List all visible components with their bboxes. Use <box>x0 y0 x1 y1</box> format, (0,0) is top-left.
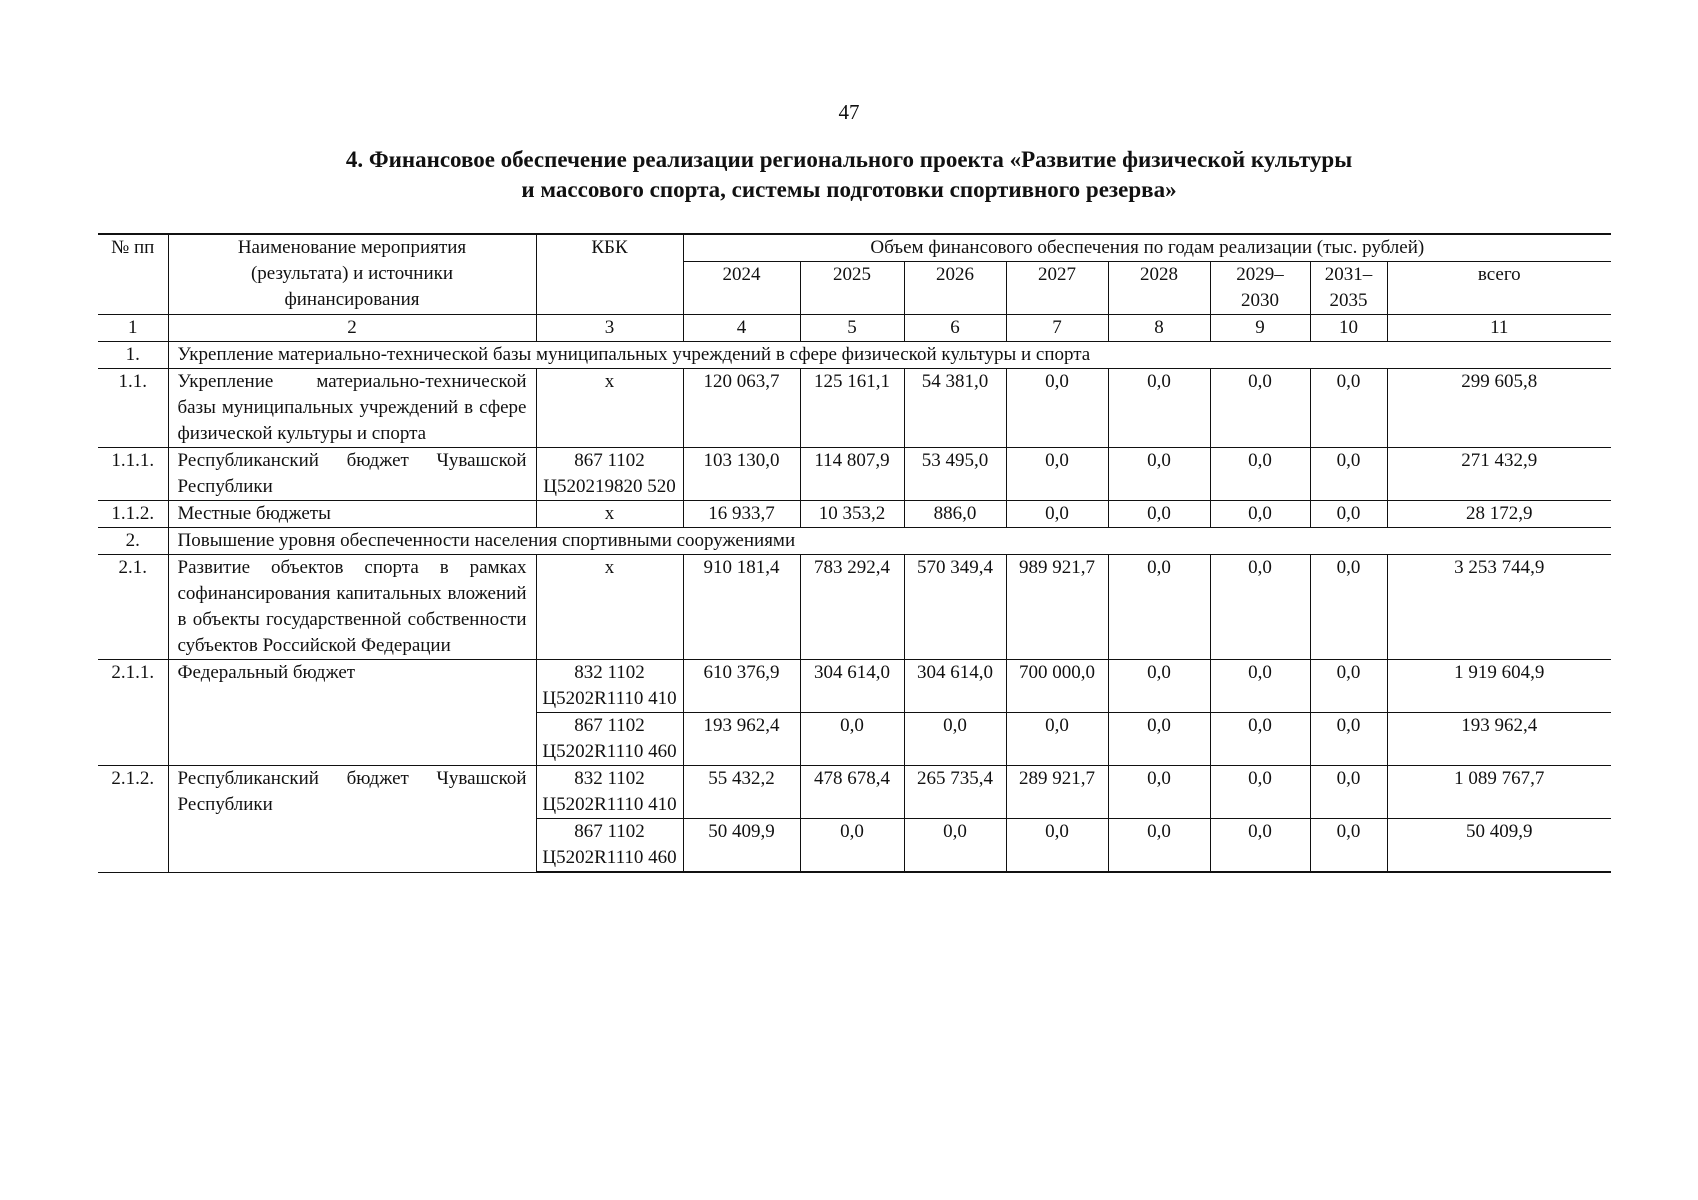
row-value: 1 089 767,7 <box>1387 766 1611 819</box>
row-num: 1.1.1. <box>98 448 168 501</box>
row-value: 1 919 604,9 <box>1387 660 1611 713</box>
column-number: 10 <box>1310 315 1387 342</box>
row-value: 120 063,7 <box>683 369 800 448</box>
header-volume: Объем финансового обеспечения по годам реализации (тыс. рублей) <box>683 234 1611 262</box>
title-line-2: и массового спорта, системы подготовки спортивного резерва» <box>521 177 1177 202</box>
column-number: 3 <box>536 315 683 342</box>
row-value: 478 678,4 <box>800 766 904 819</box>
table-row <box>98 660 1611 713</box>
row-value: 0,0 <box>1006 448 1108 501</box>
row-value: 0,0 <box>1310 766 1387 819</box>
column-number: 7 <box>1006 315 1108 342</box>
column-number: 11 <box>1387 315 1611 342</box>
table-row <box>98 555 1611 660</box>
row-value: 10 353,2 <box>800 501 904 528</box>
row-value: 910 181,4 <box>683 555 800 660</box>
row-value: 3 253 744,9 <box>1387 555 1611 660</box>
row-kbk: х <box>536 501 683 528</box>
row-kbk: 867 1102 Ц520219820 520 <box>536 448 683 501</box>
row-value: 0,0 <box>1310 555 1387 660</box>
document-title <box>0 145 1698 205</box>
table-row <box>98 766 1611 819</box>
header-year: 2027 <box>1006 262 1108 315</box>
table-body <box>98 234 1611 872</box>
row-value: 783 292,4 <box>800 555 904 660</box>
row-value: 0,0 <box>1210 819 1310 873</box>
row-name: Местные бюджеты <box>168 501 536 528</box>
row-value: 0,0 <box>1108 555 1210 660</box>
column-number: 9 <box>1210 315 1310 342</box>
row-kbk: 832 1102 Ц5202R1110 410 <box>536 660 683 713</box>
row-value: 304 614,0 <box>800 660 904 713</box>
table-row <box>98 369 1611 448</box>
section-num: 2. <box>98 528 168 555</box>
header-kbk: КБК <box>536 234 683 315</box>
row-value: 50 409,9 <box>1387 819 1611 873</box>
row-value: 0,0 <box>1108 766 1210 819</box>
title-line-1: 4. Финансовое обеспечение реализации регионального проекта «Развитие физической культуры <box>345 147 1353 172</box>
row-value: 299 605,8 <box>1387 369 1611 448</box>
row-kbk: х <box>536 555 683 660</box>
row-value: 53 495,0 <box>904 448 1006 501</box>
row-name: Развитие объектов спорта в рамках софинансирования капитальных вложений в объекты государственной собственности субъектов Российской Федерации <box>168 555 536 660</box>
row-value: 700 000,0 <box>1006 660 1108 713</box>
table-row <box>98 448 1611 501</box>
row-value: 50 409,9 <box>683 819 800 873</box>
row-name: Укрепление материально-технической базы муниципальных учреждений в сфере физической культуры и спорта <box>168 369 536 448</box>
row-kbk: 867 1102 Ц5202R1110 460 <box>536 713 683 766</box>
row-value: 0,0 <box>904 713 1006 766</box>
financing-table <box>98 233 1611 873</box>
header-num: № пп <box>98 234 168 315</box>
row-value: 0,0 <box>800 713 904 766</box>
header-year: 2025 <box>800 262 904 315</box>
row-value: 114 807,9 <box>800 448 904 501</box>
row-num: 1.1. <box>98 369 168 448</box>
row-value: 0,0 <box>1310 819 1387 873</box>
row-value: 0,0 <box>1210 555 1310 660</box>
row-value: 0,0 <box>1108 448 1210 501</box>
header-year: 2024 <box>683 262 800 315</box>
row-value: 0,0 <box>800 819 904 873</box>
row-value: 103 130,0 <box>683 448 800 501</box>
row-value: 271 432,9 <box>1387 448 1611 501</box>
row-value: 28 172,9 <box>1387 501 1611 528</box>
row-num: 2.1. <box>98 555 168 660</box>
row-value: 0,0 <box>1310 369 1387 448</box>
row-value: 0,0 <box>1006 713 1108 766</box>
row-value: 0,0 <box>1108 819 1210 873</box>
row-value: 0,0 <box>1108 713 1210 766</box>
column-number: 1 <box>98 315 168 342</box>
column-number: 5 <box>800 315 904 342</box>
section-num: 1. <box>98 342 168 369</box>
row-value: 289 921,7 <box>1006 766 1108 819</box>
row-name: Федеральный бюджет <box>168 660 536 766</box>
row-value: 0,0 <box>1210 448 1310 501</box>
row-value: 0,0 <box>1108 369 1210 448</box>
row-value: 0,0 <box>1310 660 1387 713</box>
row-value: 0,0 <box>1310 501 1387 528</box>
header-year: 2029–2030 <box>1210 262 1310 315</box>
row-kbk: 832 1102 Ц5202R1110 410 <box>536 766 683 819</box>
row-value: 125 161,1 <box>800 369 904 448</box>
row-value: 193 962,4 <box>683 713 800 766</box>
row-value: 54 381,0 <box>904 369 1006 448</box>
row-value: 989 921,7 <box>1006 555 1108 660</box>
section-row <box>98 342 1611 369</box>
row-name: Республиканский бюджет Чувашской Республики <box>168 766 536 873</box>
column-number: 2 <box>168 315 536 342</box>
column-number-row <box>98 315 1611 342</box>
row-value: 0,0 <box>1210 501 1310 528</box>
row-value: 0,0 <box>904 819 1006 873</box>
row-value: 16 933,7 <box>683 501 800 528</box>
row-num: 2.1.1. <box>98 660 168 766</box>
row-value: 304 614,0 <box>904 660 1006 713</box>
row-value: 0,0 <box>1210 660 1310 713</box>
row-value: 0,0 <box>1210 766 1310 819</box>
row-value: 0,0 <box>1006 501 1108 528</box>
row-value: 193 962,4 <box>1387 713 1611 766</box>
row-value: 0,0 <box>1210 369 1310 448</box>
row-value: 55 432,2 <box>683 766 800 819</box>
row-value: 0,0 <box>1006 819 1108 873</box>
row-value: 0,0 <box>1310 448 1387 501</box>
row-value: 570 349,4 <box>904 555 1006 660</box>
row-value: 610 376,9 <box>683 660 800 713</box>
table-row <box>98 501 1611 528</box>
row-name: Республиканский бюджет Чувашской Республики <box>168 448 536 501</box>
section-row <box>98 528 1611 555</box>
column-number: 4 <box>683 315 800 342</box>
header-year: всего <box>1387 262 1611 315</box>
header-row <box>98 234 1611 262</box>
column-number: 6 <box>904 315 1006 342</box>
header-year: 2028 <box>1108 262 1210 315</box>
row-num: 1.1.2. <box>98 501 168 528</box>
header-year: 2026 <box>904 262 1006 315</box>
row-value: 0,0 <box>1108 660 1210 713</box>
column-number: 8 <box>1108 315 1210 342</box>
row-num: 2.1.2. <box>98 766 168 873</box>
row-value: 0,0 <box>1310 713 1387 766</box>
section-title: Повышение уровня обеспеченности населения спортивными сооружениями <box>168 528 1611 555</box>
row-kbk: х <box>536 369 683 448</box>
row-value: 0,0 <box>1210 713 1310 766</box>
header-year: 2031–2035 <box>1310 262 1387 315</box>
row-value: 0,0 <box>1108 501 1210 528</box>
row-kbk: 867 1102 Ц5202R1110 460 <box>536 819 683 873</box>
page-number: 47 <box>838 100 860 124</box>
section-title: Укрепление материально-технической базы муниципальных учреждений в сфере физической культуры и спорта <box>168 342 1611 369</box>
header-name: Наименование мероприятия (результата) и источники финансирования <box>168 234 536 315</box>
row-value: 0,0 <box>1006 369 1108 448</box>
row-value: 886,0 <box>904 501 1006 528</box>
row-value: 265 735,4 <box>904 766 1006 819</box>
